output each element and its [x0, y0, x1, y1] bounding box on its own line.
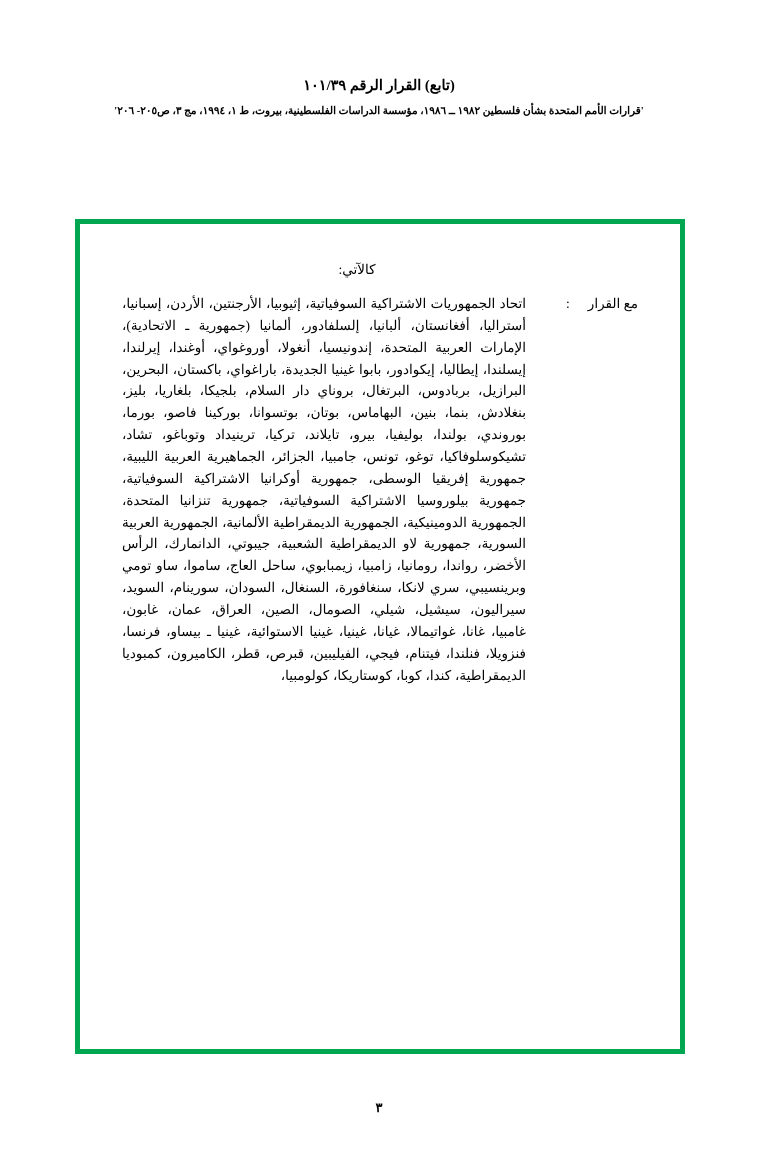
frame-inner	[80, 224, 680, 1049]
vote-label-text: مع القرار	[587, 296, 638, 311]
header-title: (تابع) القرار الرقم ١٠١/٣٩	[303, 78, 455, 94]
header-source-citation: 'قرارات الأمم المتحدة بشأن فلسطين ١٩٨٢ ــ ١٩٨٦، مؤسسة الدراسات الفلسطينية، بيروت، ط ١، ١٩٩٤، مج ٣، ص٢٠٥- ٢٠٦'	[114, 106, 644, 118]
resolution-body	[122, 292, 638, 686]
lead-line-text: كالآتي:	[338, 262, 376, 277]
green-content-frame	[75, 219, 685, 1054]
country-list-text: اتحاد الجمهوريات الاشتراكية السوفياتية، إثيوبيا، الأرجنتين، الأردن، إسبانيا، أستراليا، أفغانستان، ألبانيا، إلسلفادور، ألمانيا (جمهورية ـ الاتحادية)، الإمارات العربية المتحدة، إندونيسيا، أنغولا، أوروغواي، أوغندا، إيرلندا، إيسلندا، إيطاليا، إيكوادور، بابوا غينيا الجديدة، باراغواي، باكستان، البحرين، البرازيل، بربادوس، البرتغال، بروناي دار السلام، بلجيكا، بلغاريا، بليز، بنغلادش، بنما، بنين، البهاماس، بوتان، بوتسوانا، بوركينا فاصو، بورما، بوروندي، بولندا، بوليفيا، بيرو، تايلاند، تركيا، ترينيداد وتوباغو، تشاد، تشيكوسلوفاكيا، توغو، تونس، جامبيا، الجزائر، الجماهيرية العربية الليبية، جمهورية إفريقيا الوسطى، جمهورية أوكرانيا الاشتراكية السوفياتية، جمهورية بيلوروسيا الاشتراكية السوفياتية، جمهورية تنزانيا المتحدة، الجمهورية الدومينيكية، الجمهورية الديمقراطية الألمانية، الجمهورية العربية السورية، جمهورية لاو الديمقراطية الشعبية، جيبوتي، الدانمارك، الرأس الأخضر، رواندا، رومانيا، زامبيا، زيمبابوي، ساحل العاج، ساموا، ساو تومي وبرينسيبي، سري لانكا، سنغافورة، السنغال، السودان، سورينام، السويد، سيراليون، سيشيل، شيلي، الصومال، الصين، العراق، عمان، غابون، غامبيا، غانا، غواتيمالا، غيانا، غينيا، غينيا الاستوائية، غينيا ـ بيساو، فرنسا، فنزويلا، فنلندا، فيتنام، فيجي، الفيليبين، قبرص، قطر، الكاميرون، كمبوديا الديمقراطية، كندا، كوبا، كوستاريكا، كولومبيا،	[122, 296, 526, 683]
vote-label-colon: :	[566, 296, 570, 311]
vote-label	[526, 292, 638, 315]
page-number: ٣	[375, 1100, 383, 1115]
page-header	[0, 76, 758, 120]
lead-line	[122, 262, 638, 278]
document-page	[0, 76, 758, 1154]
